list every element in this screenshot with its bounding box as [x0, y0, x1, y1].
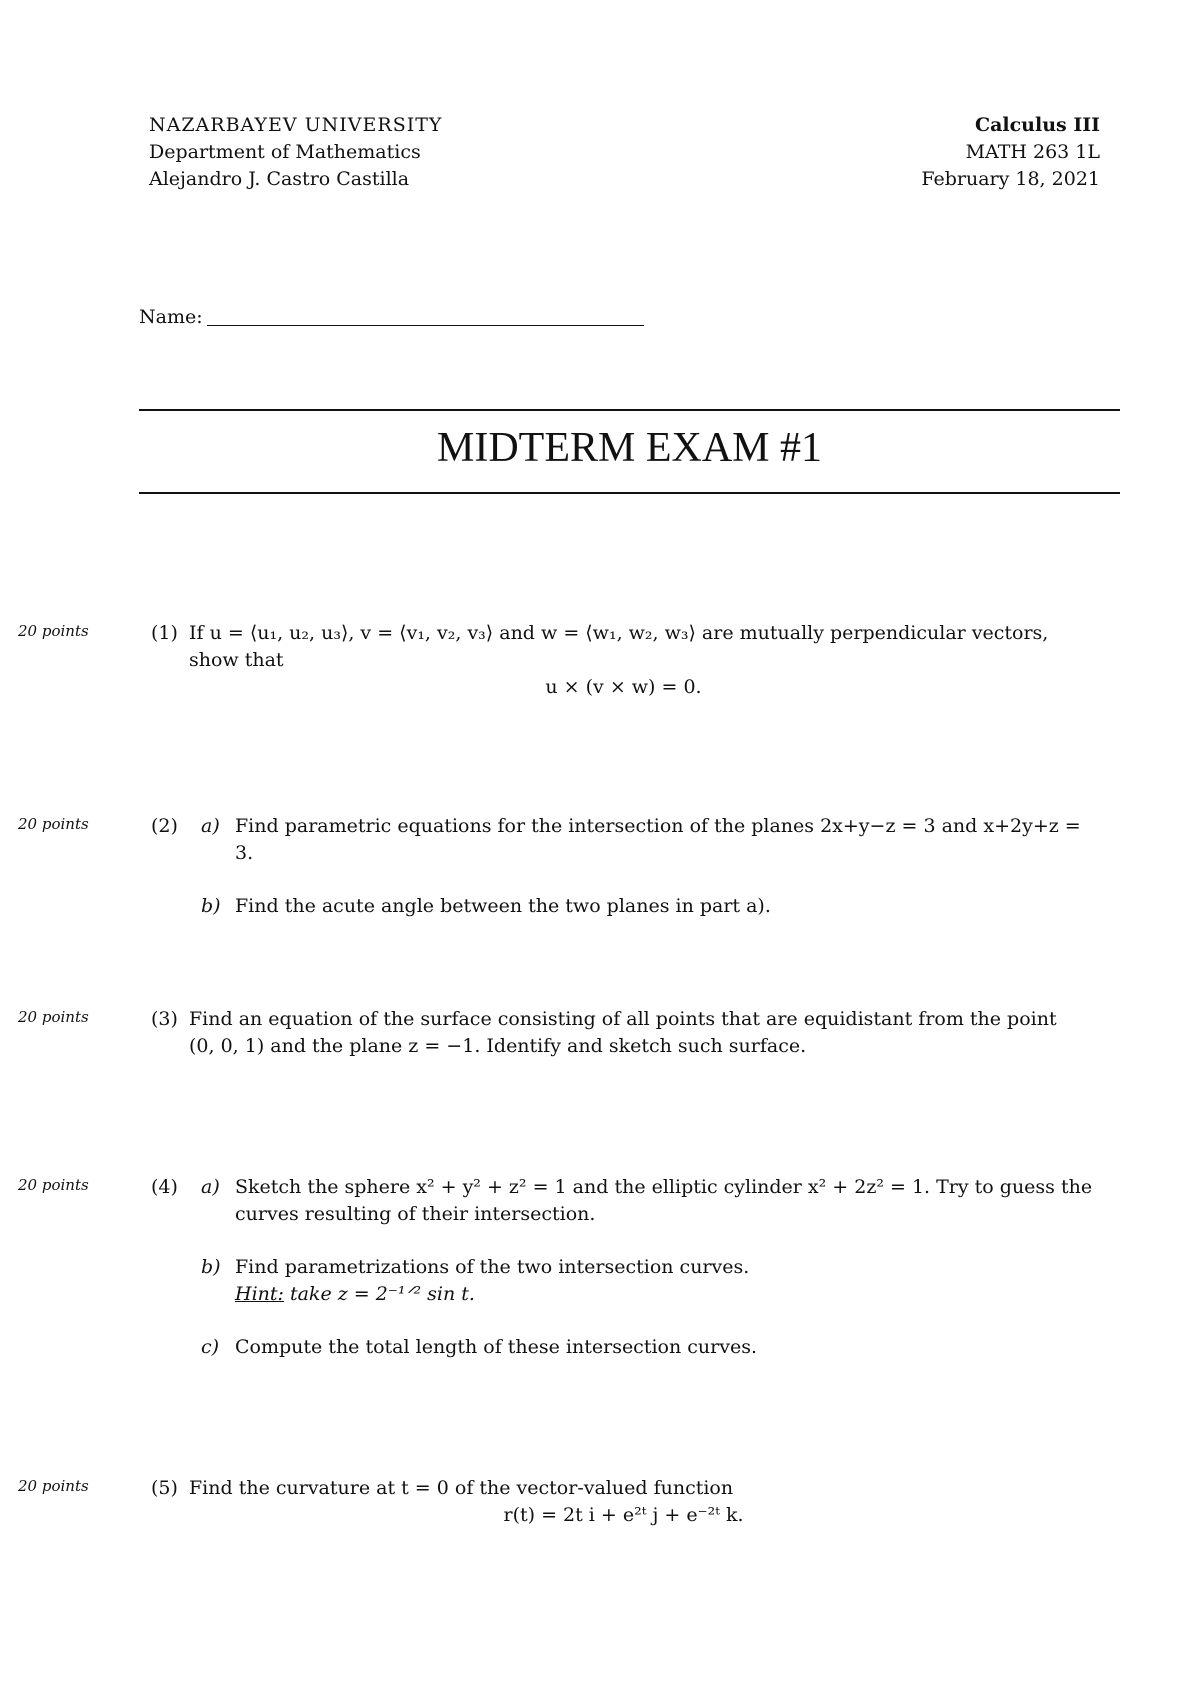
problem-4-part-b — [151, 1254, 1096, 1308]
problem-3 — [151, 1006, 1096, 1060]
part-text: Find parametrizations of the two intersection curves. — [235, 1256, 750, 1278]
hint-label: Hint: — [235, 1283, 284, 1305]
part-label: c) — [201, 1336, 220, 1358]
problem-4-number: (4) — [151, 1176, 178, 1198]
part-text-line2: curves resulting of their intersection. — [235, 1203, 596, 1225]
header-right — [921, 112, 1100, 193]
problem-2-part-b — [151, 893, 1096, 920]
part-text: Find parametric equations for the intersection of the planes 2x+y−z = 3 and x+2y+z = 3. — [235, 815, 1081, 864]
problem-5-text-line1: Find the curvature at t = 0 of the vector-valued function — [189, 1477, 734, 1499]
problem-2-part-a — [151, 813, 1096, 867]
header-left — [149, 112, 442, 193]
part-text: Find the acute angle between the two planes in part a). — [235, 895, 771, 917]
title-top-rule — [139, 409, 1120, 411]
problem-3-number: (3) — [151, 1008, 178, 1030]
instructor-name: Alejandro J. Castro Castilla — [149, 168, 410, 190]
problem-1-number: (1) — [151, 622, 178, 644]
department-name: Department of Mathematics — [149, 141, 421, 163]
problem-5-points: 20 points — [18, 1477, 89, 1495]
part-label: a) — [201, 1176, 220, 1198]
problem-5-display-equation: r(t) = 2t i + e²ᵗ j + e⁻²ᵗ k. — [503, 1504, 744, 1526]
name-label: Name: — [139, 306, 203, 328]
exam-date: February 18, 2021 — [921, 168, 1100, 190]
problem-1 — [151, 620, 1096, 701]
title-bottom-rule — [139, 492, 1120, 494]
problem-4 — [151, 1174, 1096, 1361]
part-text: Sketch the sphere x² + y² + z² = 1 and the elliptic cylinder x² + 2z² = 1. Try to guess the — [235, 1176, 1093, 1198]
problem-4-part-a — [151, 1174, 1096, 1228]
problem-5 — [151, 1475, 1096, 1529]
problem-3-text-line2: (0, 0, 1) and the plane z = −1. Identify and sketch such surface. — [189, 1035, 807, 1057]
problem-1-points: 20 points — [18, 622, 89, 640]
problem-2-points: 20 points — [18, 815, 89, 833]
course-code: MATH 263 1L — [965, 141, 1100, 163]
problem-1-display-equation: u × (v × w) = 0. — [545, 676, 702, 698]
university-name: NAZARBAYEV UNIVERSITY — [149, 114, 443, 136]
part-text: Compute the total length of these intersection curves. — [235, 1336, 757, 1358]
name-field-line[interactable] — [207, 325, 644, 326]
part-label: a) — [201, 815, 220, 837]
problem-5-number: (5) — [151, 1477, 178, 1499]
part-label: b) — [201, 1256, 221, 1278]
problem-2 — [151, 813, 1096, 920]
hint-text: take z = 2⁻¹ᐟ² sin t. — [289, 1283, 475, 1305]
problem-1-text-line2: show that — [189, 649, 284, 671]
part-label: b) — [201, 895, 221, 917]
exam-title: MIDTERM EXAM #1 — [437, 425, 822, 471]
problem-3-points: 20 points — [18, 1008, 89, 1026]
hint-line — [235, 1281, 1096, 1308]
course-title: Calculus III — [974, 114, 1100, 136]
problem-4-points: 20 points — [18, 1176, 89, 1194]
problem-2-number: (2) — [151, 815, 178, 837]
problem-1-text-line1: If u = ⟨u₁, u₂, u₃⟩, v = ⟨v₁, v₂, v₃⟩ and w = ⟨w₁, w₂, w₃⟩ are mutually perpendicular vectors, — [189, 622, 1049, 644]
problem-4-part-c — [151, 1334, 1096, 1361]
problem-3-text-line1: Find an equation of the surface consisting of all points that are equidistant from the point — [189, 1008, 1057, 1030]
